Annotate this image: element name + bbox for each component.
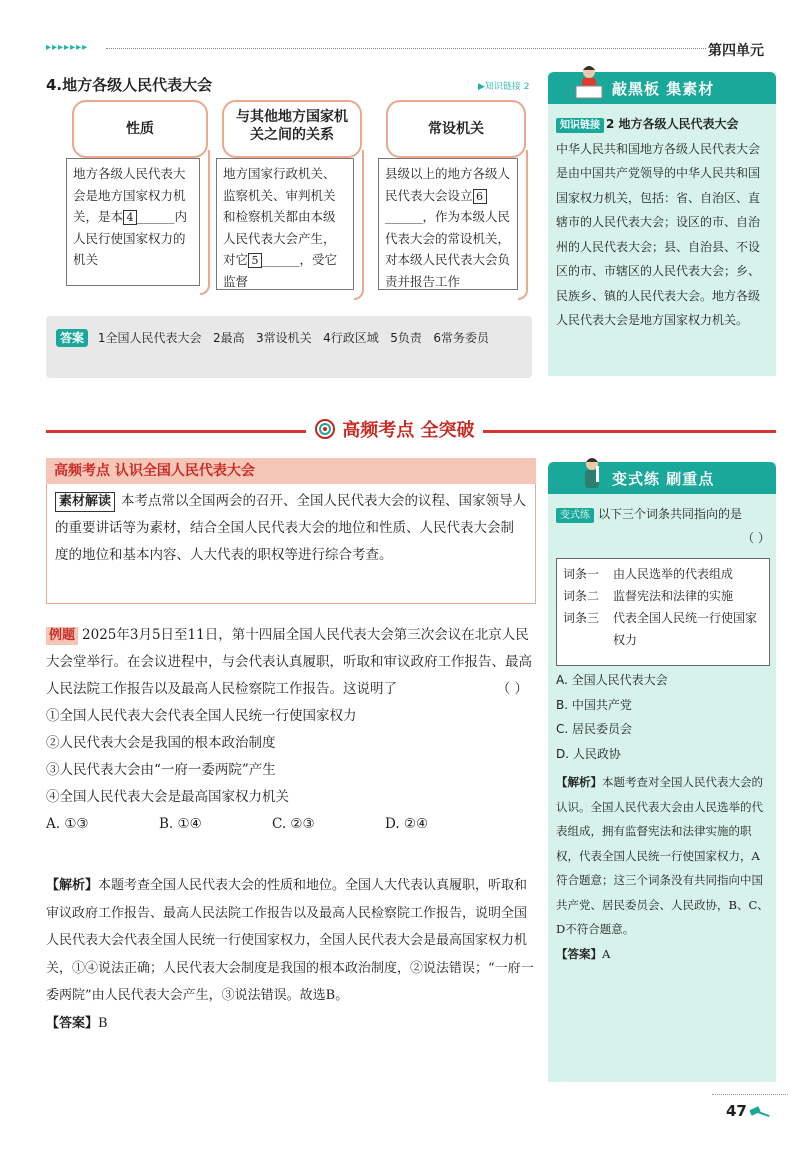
answer-value: B [98,1015,108,1031]
analysis-label: 【解析】 [556,775,602,789]
options-row [46,811,536,838]
material-box [46,484,536,604]
card-title: 与其他地方国家机关之间的关系 [236,109,348,143]
practice-options [556,668,770,766]
target-icon [314,418,336,440]
card-title: 常设机关 [428,121,484,137]
page-number: 47 [726,1102,747,1120]
answer-value: A [602,946,611,961]
answer-label: 【答案】 [46,1015,99,1031]
card-body: 县级以上的地方各级人民代表大会设立 6______，作为本级人民代表大会的常设机关，对本级人民代表大会负责并报告工作 [378,158,518,290]
practice-paren: （ ） [742,531,770,545]
material-text: 本考点常以全国两会的召开、全国人民代表大会的议程、国家领导人的重要讲话等为素材，结合全国人民代表大会的地位和性质、人民代表大会制度的地位和基本内容、人大代表的职权等进行综合考查。 [55,493,527,563]
analysis-text: 本题考查全国人民代表大会的性质和地位。全国人大代表认真履职，听取和审议政府工作报告、最高人民法院工作报告以及最高人民检察院工作报告，说明全国人民代表大会代表全国人民统一行使国家权力，全国人民代表大会是最高国家权力机关，①④说法正确；人民代表大会制度是我国的根本政治制度，②说法错误；“一府一委两院”由人民代表大会产生，③说法错误。故选B。 [46,878,534,1003]
material-tag: 素材解读 [55,492,115,512]
practice-tag: 变式练 [556,508,594,523]
practice-analysis [556,770,770,966]
question-text: 2025年3月5日至11日，第十四届全国人民代表大会第三次会议在北京人民大会堂举行。在会议进程中，与会代表认真履职，听取和审议政府工作报告、最高人民法院工作报告以及最高人民检察院工作报告。这说明了 [46,627,532,697]
banner-title: 高频考点 全突破 [306,416,483,442]
card-standing [386,100,526,158]
card-relation [222,100,362,158]
blackboard-subtitle: 2 地方各级人民代表大会 [606,117,739,131]
blackboard-body: 中华人民共和国地方各级人民代表大会是由中国共产党领导的中华人民共和国国家权力机关，包括：省、自治区、直辖市的人民代表大会；设区的市、自治州的人民代表大会；县、自治县、不设区的市、市辖区的人民代表大会；乡、民族乡、镇的人民代表大会。地方各级人民代表大会是地方国家权力机关。 [556,141,761,327]
person-icon [578,456,606,494]
answer-item: 6常务委员 [433,331,489,345]
answer-item: 1全国人民代表大会 [97,331,202,345]
practice-title: 变式练 刷重点 [612,470,715,488]
gavel-icon [748,1104,772,1120]
card-edge [354,150,364,300]
option-a: A. 全国人民代表大会 [556,673,668,687]
answer-item: 3常设机关 [256,331,312,345]
entry-row: 词条二 监督宪法和法律的实施 [563,589,734,603]
answer-box [46,316,532,378]
option-b: B. ①④ [159,816,202,832]
blackboard-text [556,112,770,333]
option-a: A. ①③ [46,816,89,832]
practice-question-text: 以下三个词条共同指向的是 [598,507,743,521]
analysis-block [46,872,536,1037]
card-edge [518,150,528,300]
knowledge-link-tag: 知识链接 [556,118,604,133]
topic-heading: 高频考点 认识全国人民代表大会 [46,458,536,484]
statement: ②人民代表大会是我国的根本政治制度 [46,735,276,751]
unit-title: 第四单元 [708,43,764,59]
blank-box: 4 [123,210,137,225]
practice-header [548,462,776,494]
statement: ①全国人民代表大会代表全国人民统一行使国家权力 [46,708,357,724]
answer-paren: （ ） [496,681,528,697]
example-tag: 例题 [46,627,78,645]
section-title: 4.地方各级人民代表大会 [46,76,213,94]
entry-row: 词条一 由人民选举的代表组成 [563,567,734,581]
answer-item: 2最高 [212,331,245,345]
option-c: C. ②③ [272,816,315,832]
answer-item: 5负责 [390,331,422,345]
header-arrows: ▸▸▸▸▸▸▸ [46,42,89,53]
card-body: 地方国家行政机关、监察机关、审判机关和检察机关都由本级人民代表大会产生，对它 5 ______，受它监督 [216,158,354,290]
option-c: C. 居民委员会 [556,722,633,736]
blank-box: 6 [473,189,487,204]
card-body: 地方各级人民代表大会是地方国家权力机关，是本 4 ______内人民行使国家权力的机关 [66,158,200,286]
entries-box [556,558,770,666]
blank-box: 5 [248,253,262,268]
option-b: B. 中国共产党 [556,697,632,712]
option-d: D. ②④ [385,816,429,832]
knowledge-link[interactable]: ▶知识链接 2 [478,82,530,92]
statement: ④全国人民代表大会是最高国家权力机关 [46,789,289,805]
card-nature [72,100,208,158]
footer-divider [712,1094,788,1095]
option-d: D. 人民政协 [556,746,621,761]
blackboard-title: 敲黑板 集素材 [612,80,715,98]
header-divider [106,48,706,49]
statement: ③人民代表大会由“一府一委两院”产生 [46,762,276,778]
answer-label: 【答案】 [556,946,602,961]
analysis-text: 本题考查对全国人民代表大会的认识。全国人民代表大会由人民选举的代表组成，拥有监督宪法和法律实施的职权，代表全国人民统一行使国家权力，A符合题意；这三个词条没有共同指向中国共产党、居民委员会、人民政协，B、C、D不符合题意。 [556,775,769,936]
blackboard-header [548,72,776,104]
card-edge [200,150,210,295]
analysis-label: 【解析】 [46,878,99,893]
answer-tag: 答案 [56,329,88,347]
answer-item: 4行政区域 [323,331,379,345]
entry-row: 词条三 代表全国人民统一行使国家权力 [563,611,758,647]
card-title: 性质 [126,121,154,137]
practice-question [556,502,770,550]
example-question [46,622,536,838]
person-icon [574,64,604,104]
